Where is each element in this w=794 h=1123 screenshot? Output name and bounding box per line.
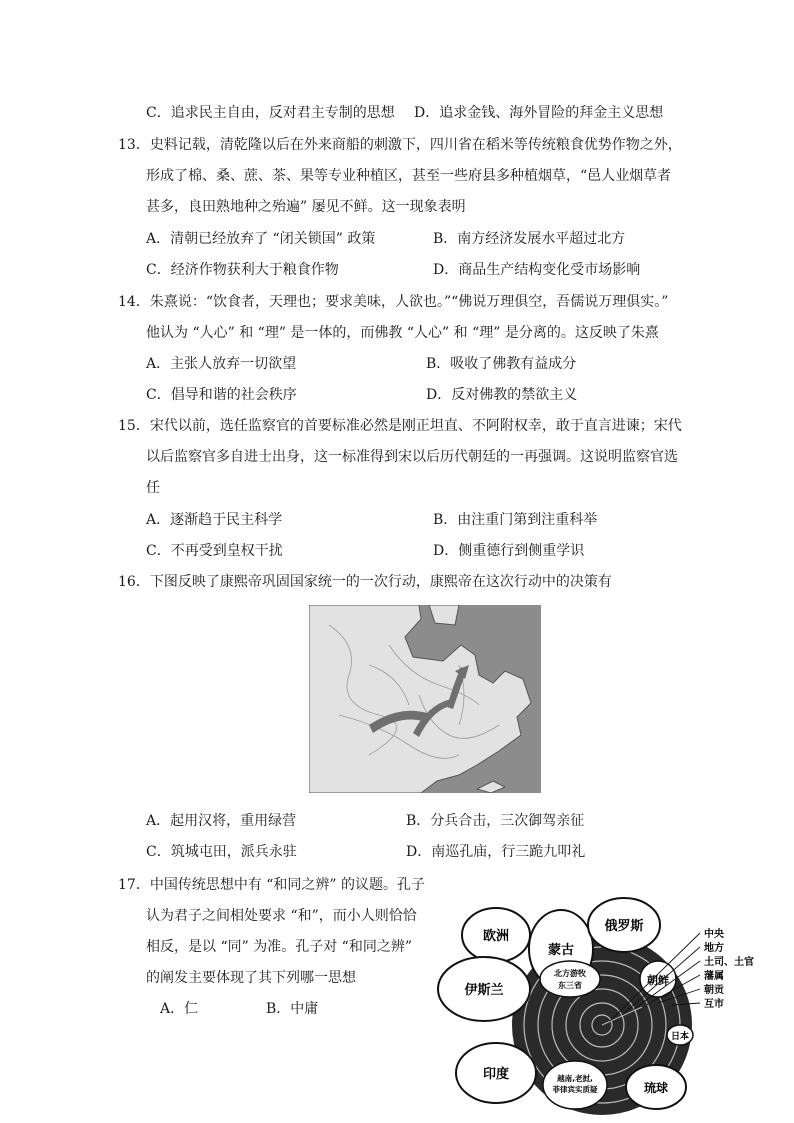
label-ryukyu: 琉球 [643,1081,669,1095]
q14-option-d: D．反对佛教的禁欲主义 [426,387,578,403]
q12-option-d: D．追求金钱、海外冒险的拜金主义思想 [414,105,664,121]
q15-option-d: D．侧重德行到侧重学识 [433,543,585,559]
q13-option-d: D．商品生产结构变化受市场影响 [433,262,641,278]
label-islam: 伊斯兰 [464,983,504,998]
ring-label-trade: 互市 [704,999,724,1010]
q13-stem-line-2: 形成了棉、桑、蔗、茶、果等专业种植区，甚至一些府县多种植烟草，“邑人业烟草者 [146,168,672,184]
tribute-system-diagram [434,895,790,1115]
q13-option-c: C．经济作物获利大于粮食作物 [146,262,339,278]
label-japan: 日本 [670,1032,690,1042]
q17-stem-line-1: 17．中国传统思想中有 “和同之辨” 的议题。孔子 [118,877,426,893]
label-india: 印度 [482,1067,510,1082]
kangxi-campaign-map [309,605,541,793]
label-russia: 俄罗斯 [604,919,644,934]
q16-option-a: A．起用汉将，重用绿营 [146,813,297,829]
label-north-nomads: 北方游牧 [554,969,586,978]
label-korea: 朝鲜 [647,974,669,987]
q15-stem-line-1: 15．宋代以前，选任监察官的首要标准必然是刚正坦直、不阿附权幸，敢于直言进谏；宋代 [118,418,682,434]
q15-stem-line-2: 以后监察官多自进士出身，这一标准得到宋以后历代朝廷的一再强调。这说明监察官选 [146,449,678,465]
label-philippines: 菲律宾实质疑 [552,1085,598,1094]
q14-option-c: C．倡导和谐的社会秩序 [146,387,297,403]
q13-stem-line-3: 甚多，良田熟地种之殆遍” 屡见不鲜。这一现象表明 [146,199,466,215]
label-vietnam: 越南,老挝, [557,1074,593,1083]
ring-label-central: 中央 [704,929,724,940]
diagram-figure [434,895,790,1115]
q16-stem-line-1: 16．下图反映了康熙帝巩固国家统一的一次行动，康熙帝在这次行动中的决策有 [118,574,612,590]
q16-option-b: B．分兵合击，三次御驾亲征 [406,813,585,829]
label-mongolia: 蒙古 [547,943,575,958]
q17-stem-line-4: 的阐发主要体现了其下列哪一思想 [146,970,356,986]
q17-option-b: B．中庸 [266,1001,319,1017]
q15-option-c: C．不再受到皇权干扰 [146,543,283,559]
label-europe: 欧洲 [482,929,510,944]
q15-stem-line-3: 任 [146,480,160,496]
q13-option-a: A．清朝已经放弃了 “闭关锁国” 政策 [146,231,376,247]
q16-option-d: D．南巡孔庙，行三跪九叩礼 [406,844,586,860]
q15-option-a: A．逐渐趋于民主科学 [146,512,283,528]
q14-option-a: A．主张人放弃一切欲望 [146,356,297,372]
map-figure [309,605,541,793]
ring-label-local: 地方 [704,943,724,954]
q14-stem-line-2: 他认为 “人心” 和 “理” 是一体的，而佛教 “人心” 和 “理” 是分离的。这反映了朱熹 [146,325,659,341]
q15-option-b: B．由注重门第到注重科举 [433,512,598,528]
q17-stem-line-3: 相反，是以 “同” 为准。孔子对 “和同之辨” [146,939,412,955]
q17-stem-line-2: 认为君子之间相处要求 “和”，而小人则恰恰 [146,908,417,924]
q16-option-c: C．筑城屯田，派兵永驻 [146,844,297,860]
bubble-north-nomads [540,961,600,997]
ring-label-tribute: 朝贡 [704,985,724,996]
q13-option-b: B．南方经济发展水平超过北方 [433,231,626,247]
q14-stem-line-1: 14．朱熹说：“饮食者，天理也；要求美味，人欲也。”“佛说万理俱空，吾儒说万理俱实。” [118,294,669,310]
q13-stem-line-1: 13．史料记载，清乾隆以后在外来商船的刺激下，四川省在稻米等传统粮食优势作物之外， [118,137,682,153]
ring-label-tusi: 土司、土官 [704,957,754,968]
q14-option-b: B．吸收了佛教有益成分 [426,356,577,372]
q17-option-a: A．仁 [160,1001,199,1017]
label-three-provinces: 东三省 [558,981,582,990]
q12-option-c: C．追求民主自由，反对君主专制的思想 [146,105,395,121]
ring-label-vassal: 藩属 [704,971,724,982]
